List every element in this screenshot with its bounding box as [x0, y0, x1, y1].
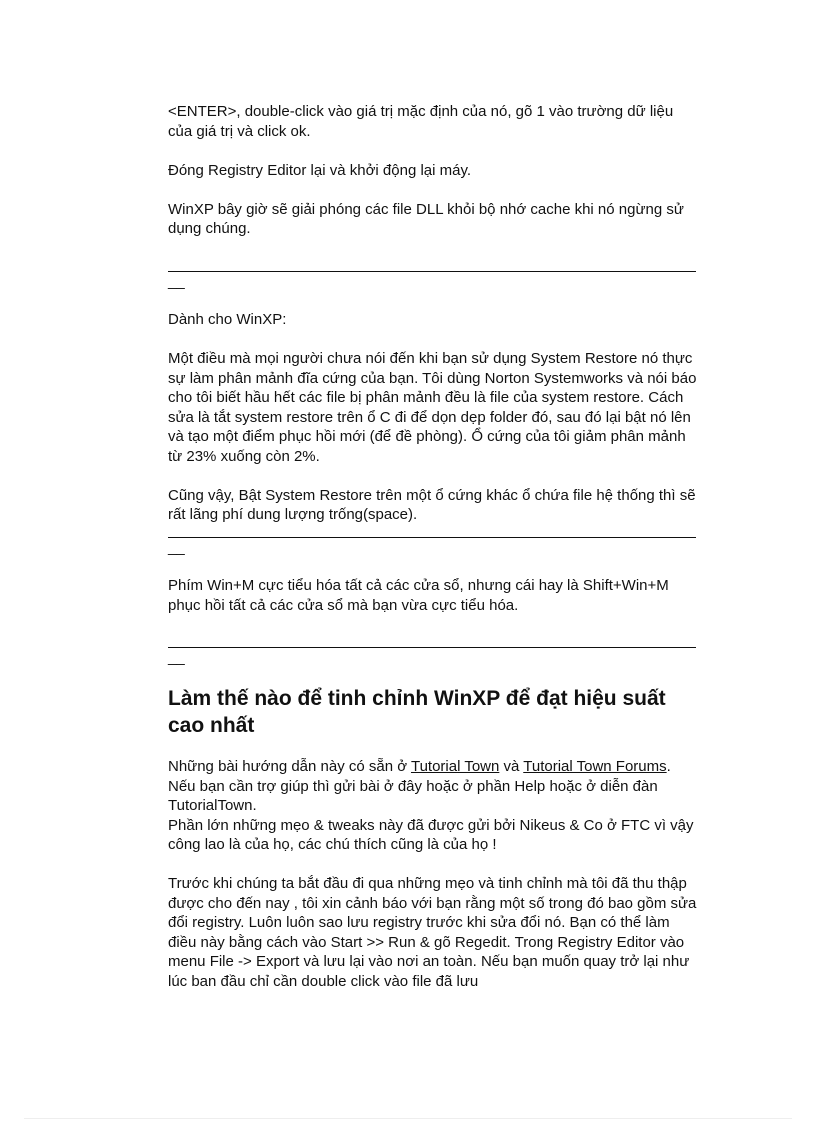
- paragraph-system-restore: Một điều mà mọi người chưa nói đến khi bạn sử dụng System Restore nó thực sự làm phân mảnh đĩa cứng của bạn. Tôi dùng Norton Systemworks và nói báo cho tôi biết hầu hết các file bị phân mảnh đều là file của system restore. Cách sửa là tắt system restore trên ổ C đi để dọn dẹp folder đó, sau đó lại bật nó lên và tạo một điểm phục hồi mới (để đề phòng). Ổ cứng của tôi giảm phân mảnh từ 23% xuống còn 2%.: [168, 350, 697, 465]
- separator-tail-2: __: [168, 538, 185, 556]
- paragraph-close-registry: Đóng Registry Editor lại và khởi động lại máy.: [168, 161, 472, 179]
- paragraph-dll-cache: WinXP bây giờ sẽ giải phóng các file DLL khỏi bộ nhớ cache khi nó ngừng sử dụng chúng.: [168, 200, 684, 237]
- link-tutorial-town-forums[interactable]: Tutorial Town Forums: [523, 758, 667, 775]
- text-segment: Những bài hướng dẫn này có sẵn ở: [168, 758, 411, 775]
- paragraph-restore-other-drive: Cũng vậy, Bật System Restore trên một ổ cứng khác ổ chứa file hệ thống thì sẽ rất lãng phí dung lượng trống(space).: [168, 486, 696, 523]
- separator-tail-3: __: [168, 649, 185, 666]
- paragraph-credits: Phần lớn những mẹo & tweaks này đã được gửi bởi Nikeus & Co ở FTC vì vậy công lao là của họ, các chú thích cũng là của họ !: [168, 816, 694, 853]
- paragraph-win-m: Phím Win+M cực tiểu hóa tất cả các cửa sổ, nhưng cái hay là Shift+Win+M phục hồi tất cả các cửa sổ mà bạn vừa cực tiểu hóa.: [168, 577, 669, 614]
- section-heading: Làm thế nào để tinh chỉnh WinXP để đạt hiệu suất cao nhất: [168, 687, 666, 737]
- paragraph-for-winxp: Dành cho WinXP:: [168, 311, 287, 328]
- paragraph-enter-instruction: <ENTER>, double-click vào giá trị mặc định của nó, gõ 1 vào trường dữ liệu của giá trị và click ok.: [168, 103, 674, 140]
- text-segment: . Nếu bạn cần trợ giúp thì gửi bài ở đây hoặc ở phần Help hoặc ở diễn đàn TutorialTown.: [168, 758, 671, 814]
- text-segment: và: [499, 758, 524, 775]
- separator-tail-1: __: [168, 272, 185, 290]
- link-tutorial-town[interactable]: Tutorial Town: [410, 758, 500, 775]
- paragraph-tutorial-sources: [168, 757, 698, 816]
- document-body: [168, 102, 698, 991]
- page-bottom-edge: [24, 1118, 792, 1119]
- paragraph-registry-warning: Trước khi chúng ta bắt đầu đi qua những mẹo và tinh chỉnh mà tôi đã thu thập được cho đến nay , tôi xin cảnh báo với bạn rằng một số trong đó bao gồm sửa đổi registry. Luôn luôn sao lưu registry trước khi sửa đổi nó. Bạn có thể làm điều này bằng cách vào Start >> Run & gõ Regedit. Trong Registry Editor vào menu File -> Export và lưu lại vào nơi an toàn. Nếu bạn muốn quay trở lại như lúc ban đầu chỉ cần double click vào file đã lưu: [168, 875, 697, 990]
